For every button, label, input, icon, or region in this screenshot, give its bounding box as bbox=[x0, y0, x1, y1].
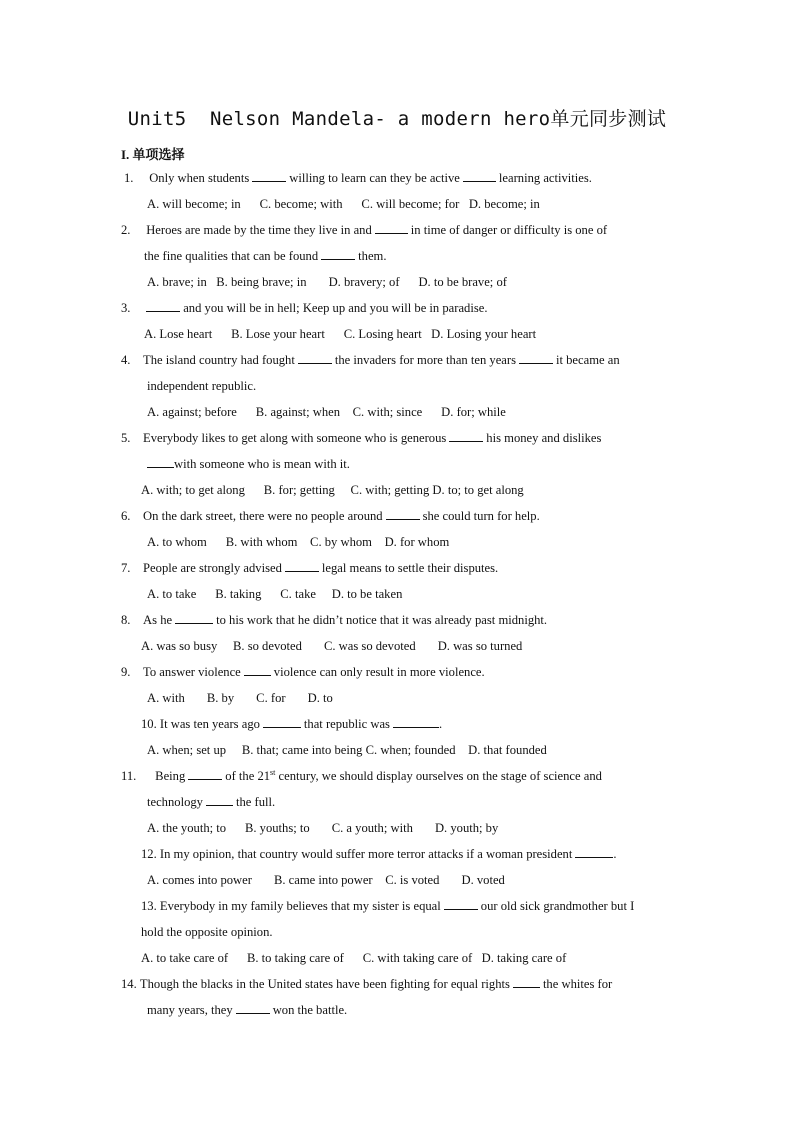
section-heading: I. 单项选择 bbox=[121, 147, 185, 162]
question-10-options: A. when; set up B. that; came into being C. when; founded D. that founded bbox=[147, 743, 547, 757]
question-9-options: A. with B. by C. for D. to bbox=[147, 691, 333, 705]
question-6-options: A. to whom B. with whom C. by whom D. for whom bbox=[147, 535, 450, 549]
question-1-options: A. will become; in C. become; with C. will become; for D. become; in bbox=[147, 197, 540, 211]
question-3: 3. and you will be in hell; Keep up and you will be in paradise. bbox=[121, 301, 488, 315]
question-11-cont: technology the full. bbox=[147, 795, 276, 809]
question-6: 6. On the dark street, there were no people around she could turn for help. bbox=[121, 509, 540, 523]
question-5-cont: with someone who is mean with it. bbox=[147, 456, 350, 472]
question-4-options: A. against; before B. against; when C. with; since D. for; while bbox=[147, 405, 506, 419]
question-5: 5. Everybody likes to get along with someone who is generous his money and dislikes bbox=[121, 431, 602, 445]
question-11-options: A. the youth; to B. youths; to C. a youth; with D. youth; by bbox=[147, 821, 499, 835]
question-12: 12. In my opinion, that country would suffer more terror attacks if a woman president . bbox=[141, 847, 617, 861]
question-10: 10. It was ten years ago that republic was . bbox=[141, 717, 443, 731]
question-12-options: A. comes into power B. came into power C. is voted D. voted bbox=[147, 873, 505, 887]
page-title: Unit5 Nelson Mandela- a modern hero单元同步测试 bbox=[127, 108, 667, 130]
question-2-cont: the fine qualities that can be found them. bbox=[144, 249, 387, 263]
question-4: 4. The island country had fought the invaders for more than ten years it became an bbox=[121, 353, 620, 367]
question-9: 9. To answer violence violence can only result in more violence. bbox=[121, 665, 485, 679]
question-11: 11. Being of the 21st century, we should display ourselves on the stage of science and bbox=[121, 767, 602, 783]
question-4-cont: independent republic. bbox=[147, 379, 257, 393]
question-3-options: A. Lose heart B. Lose your heart C. Losing heart D. Losing your heart bbox=[144, 327, 537, 341]
question-8-options: A. was so busy B. so devoted C. was so devoted D. was so turned bbox=[141, 639, 523, 653]
question-13-options: A. to take care of B. to taking care of C. with taking care of D. taking care of bbox=[141, 951, 567, 965]
question-13-cont: hold the opposite opinion. bbox=[141, 925, 273, 939]
question-14: 14. Though the blacks in the United states have been fighting for equal rights the whites for bbox=[121, 977, 613, 991]
question-14-cont: many years, they won the battle. bbox=[147, 1003, 348, 1017]
question-2-options: A. brave; in B. being brave; in D. bravery; of D. to be brave; of bbox=[147, 275, 507, 289]
question-7: 7. People are strongly advised legal means to settle their disputes. bbox=[121, 561, 499, 575]
question-7-options: A. to take B. taking C. take D. to be taken bbox=[147, 587, 403, 601]
question-8: 8. As he to his work that he didn’t notice that it was already past midnight. bbox=[121, 613, 548, 627]
question-5-options: A. with; to get along B. for; getting C. with; getting D. to; to get along bbox=[141, 483, 524, 497]
question-2: 2. Heroes are made by the time they live in and in time of danger or difficulty is one of bbox=[121, 223, 608, 237]
question-13: 13. Everybody in my family believes that my sister is equal our old sick grandmother but I bbox=[141, 899, 635, 913]
question-1: 1. Only when students willing to learn can they be active learning activities. bbox=[124, 171, 592, 185]
